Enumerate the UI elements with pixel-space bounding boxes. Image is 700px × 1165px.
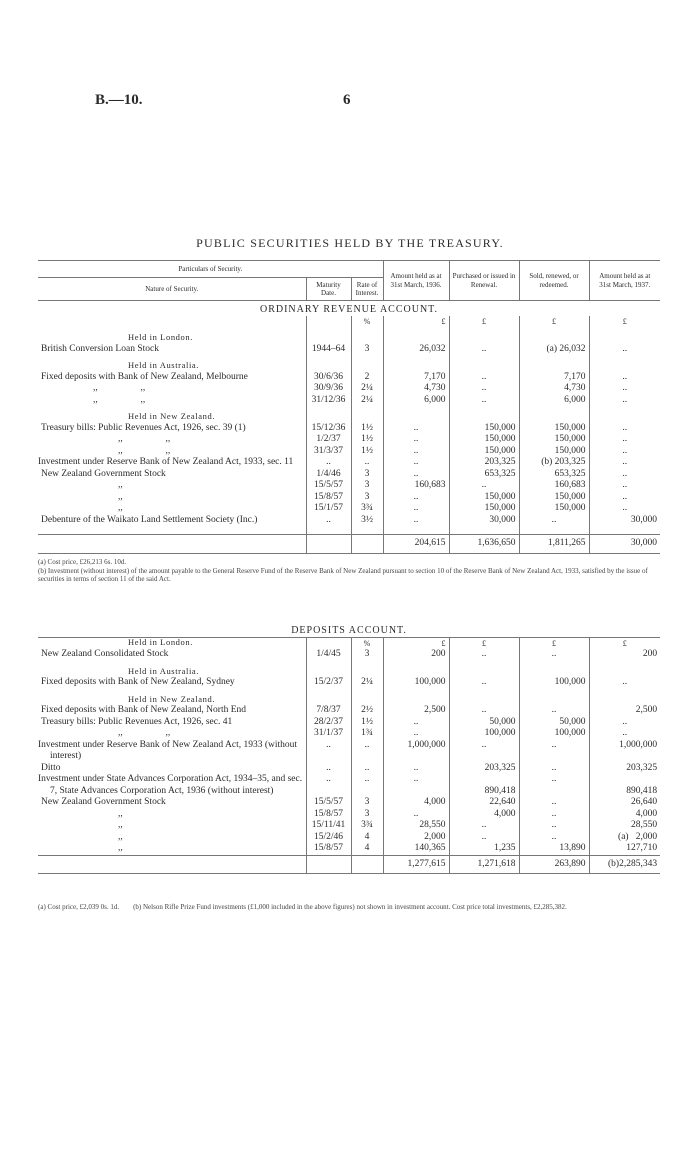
deposits-footnotes [38, 903, 660, 912]
footnote-b: (b) Investment (without interest) of the amount payable to the General Reserve Fund of the Reserve Bank of New Zealand pursuant to section 10 of the Reserve Bank of New Zealand Act, 1933, satisfied by the issue of securities in terms of section 11 of the said Act. [38, 566, 648, 583]
subheading-australia: Held in Australia. [128, 360, 199, 370]
table-row: ,, 15/8/57 3 .. 4,000 .. 4,000 [38, 809, 660, 821]
table-row: Investment under State Advances Corporation Act, 1934–35, and sec. 7, State Advances Corporation Act, 1936 (without interest) .. .. .. 890,418 .. 890,418 [38, 774, 660, 797]
subheading-london: Held in London. [128, 332, 193, 342]
rate-header: Rate of Interest. [351, 278, 383, 301]
section-heading-row [38, 301, 660, 316]
table-row: Treasury bills: Public Revenues Act, 1926, sec. 39 (1) 15/12/36 1½ .. 150,000 150,000 .. [38, 423, 660, 435]
header-row-top [38, 261, 660, 278]
document-reference: B.—10. [95, 92, 143, 108]
table-row: Fixed deposits with Bank of New Zealand, Melbourne 30/6/36 2 7,170 .. 7,170 .. [38, 372, 660, 384]
ordinary-footnotes [38, 558, 660, 584]
subheading-row [38, 327, 660, 344]
table-row: Investment under Reserve Bank of New Zealand Act, 1933, sec. 11 .. .. .. 203,325 (b) 203,325 .. [38, 457, 660, 469]
subheading-new-zealand: Held in New Zealand. [128, 693, 216, 704]
section-heading-row [38, 622, 660, 637]
table-row: Ditto .. .. .. 203,325 .. 203,325 [38, 763, 660, 775]
sold-header: Sold, renewed, or redeemed. [519, 261, 589, 301]
total-row: 1,277,615 1,271,618 263,890 (b)2,285,343 [38, 855, 660, 874]
page-title: PUBLIC SECURITIES HELD BY THE TREASURY. [196, 236, 504, 250]
table-row: New Zealand Government Stock 1/4/46 3 .. 653,325 653,325 .. [38, 469, 660, 481]
ordinary-revenue-table [38, 260, 660, 554]
table-row: New Zealand Government Stock 15/5/57 3 4,000 22,640 .. 26,640 [38, 797, 660, 809]
subheading-new-zealand: Held in New Zealand. [128, 411, 216, 421]
deposits-table [38, 622, 660, 874]
footnote-b: (b) Nelson Rifle Prize Fund investments (£1,000 included in the above figures) not shown in investment account. Cost price total investments, £2,285,382. [133, 903, 567, 911]
subheading-row [38, 689, 660, 706]
table-row: ,, 15/5/57 3 160,683 .. 160,683 .. [38, 480, 660, 492]
footnote-a: (a) Cost price, £26,213 6s. 10d. [38, 558, 127, 566]
table-row: ,, 15/8/57 3 .. 150,000 150,000 .. [38, 492, 660, 504]
table-row: Fixed deposits with Bank of New Zealand, North End 7/8/37 2½ 2,500 .. .. 2,500 [38, 705, 660, 717]
subheading-row [38, 355, 660, 372]
held-1936-header: Amount held as at 31st March, 1936. [383, 261, 449, 301]
subheading-australia: Held in Australia. [128, 665, 199, 676]
table-row: ,, ,, 1/2/37 1½ .. 150,000 150,000 .. [38, 434, 660, 446]
total-row: 204,615 1,636,650 1,811,265 30,000 [38, 535, 660, 554]
nature-header: Nature of Security. [145, 284, 199, 293]
table-row: Treasury bills: Public Revenues Act, 1926, sec. 41 28/2/37 1½ .. 50,000 50,000 .. [38, 717, 660, 729]
table-row: ,, ,, 30/9/36 2¼ 4,730 .. 4,730 .. [38, 383, 660, 395]
subheading-london: Held in London. [128, 637, 193, 647]
table-row: ,, 15/1/57 3¾ .. 150,000 150,000 .. [38, 503, 660, 515]
units-row: Held in London. % £ £ £ £ [38, 637, 660, 649]
table-row: ,, ,, 31/1/37 1¾ .. 100,000 100,000 .. [38, 728, 660, 740]
page-number: 6 [343, 92, 351, 108]
units-row: % £ £ £ £ [38, 316, 660, 328]
table-row: ,, 15/11/41 3¾ 28,550 .. .. 28,550 [38, 820, 660, 832]
table-row: Fixed deposits with Bank of New Zealand, Sydney 15/2/37 2¼ 100,000 .. 100,000 .. [38, 677, 660, 689]
table-row: Debenture of the Waikato Land Settlement Society (Inc.) .. 3½ .. 30,000 .. 30,000 [38, 515, 660, 527]
subheading-row [38, 661, 660, 678]
particulars-header: Particulars of Security. [38, 261, 383, 278]
table-row: ,, 15/2/46 4 2,000 .. .. (a) 2,000 [38, 832, 660, 844]
table-row: ,, ,, 31/3/37 1½ .. 150,000 150,000 .. [38, 446, 660, 458]
table-row: New Zealand Consolidated Stock 1/4/45 3 200 .. .. 200 [38, 649, 660, 661]
section-heading: ORDINARY REVENUE ACCOUNT. [259, 304, 439, 315]
subheading-row [38, 406, 660, 423]
table-row: ,, 15/8/57 4 140,365 1,235 13,890 127,710 [38, 843, 660, 855]
footnote-a: (a) Cost price, £2,039 0s. 1d. [38, 903, 120, 911]
maturity-header: Maturity Date. [306, 278, 351, 301]
purchased-header: Purchased or issued in Renewal. [449, 261, 519, 301]
table-row: ,, ,, 31/12/36 2¼ 6,000 .. 6,000 .. [38, 395, 660, 407]
table-row: British Conversion Loan Stock 1944–64 3 26,032 .. (a) 26,032 .. [38, 344, 660, 356]
held-1937-header: Amount held as at 31st March, 1937. [589, 261, 660, 301]
section-heading: DEPOSITS ACCOUNT. [291, 625, 407, 636]
table-row: Investment under Reserve Bank of New Zealand Act, 1933 (without interest) .. .. 1,000,000 .. .. 1,000,000 [38, 740, 660, 763]
